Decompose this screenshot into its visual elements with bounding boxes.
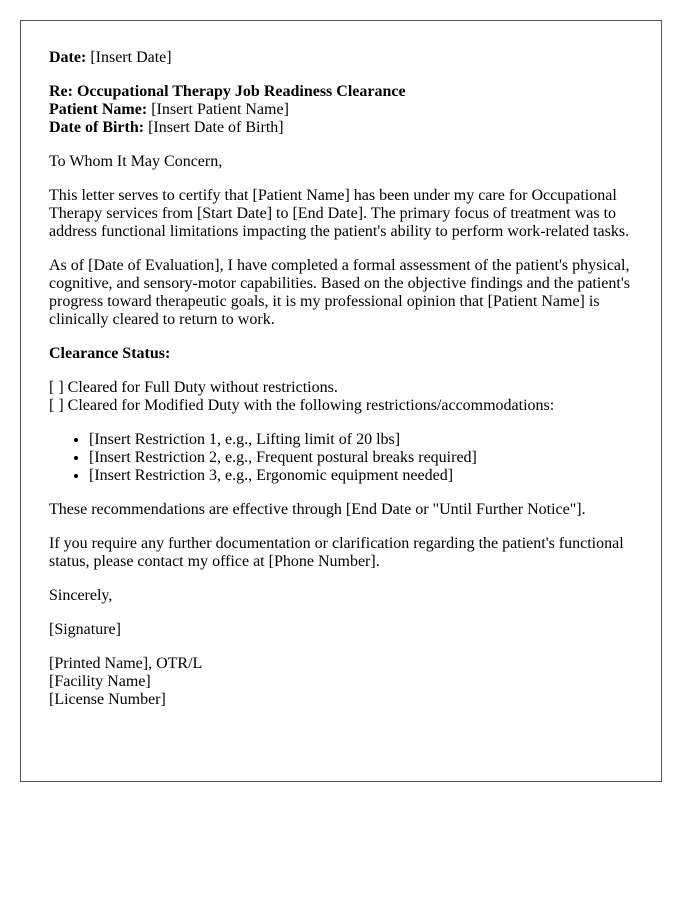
clearance-options (49, 379, 633, 415)
salutation: To Whom It May Concern, (49, 153, 223, 170)
contact-statement: If you require any further documentation or clarification regarding the patient's functional status, please contact my office at [Phone Number]. (49, 535, 624, 570)
paragraph-treatment: This letter serves to certify that [Patient Name] has been under my care for Occupational Therapy services from [Start Date] to [End Date]. The primary focus of treatment was to address functional limitations impacting the patient's ability to perform work-related tasks. (49, 187, 630, 240)
date-line (49, 49, 633, 67)
letter-header (49, 83, 633, 137)
signoff-block (49, 655, 633, 709)
facility-name: [Facility Name] (49, 673, 151, 690)
restriction-item: • [Insert Restriction 2, e.g., Frequent postural breaks required] (89, 449, 633, 467)
clearance-heading (49, 345, 633, 363)
patient-name-label: Patient Name: (49, 101, 148, 118)
option-modified-duty: [ ] Cleared for Modified Duty with the following restrictions/accommodations: (49, 397, 555, 414)
patient-name-value: [Insert Patient Name] (151, 101, 289, 118)
closing: Sincerely, (49, 587, 113, 604)
letter-document (20, 20, 662, 782)
printed-name: [Printed Name], OTR/L (49, 655, 203, 672)
date-value: [Insert Date] (90, 49, 172, 66)
restriction-item: • [Insert Restriction 3, e.g., Ergonomic equipment needed] (89, 467, 633, 485)
dob-value: [Insert Date of Birth] (148, 119, 284, 136)
restriction-item: • [Insert Restriction 1, e.g., Lifting limit of 20 lbs] (89, 431, 633, 449)
paragraph-assessment: As of [Date of Evaluation], I have completed a formal assessment of the patient's physical, cognitive, and sensory-motor capabilities. Based on the objective findings and the patient's progress toward therapeutic goals, it is my professional opinion that [Patient Name] is clinically cleared to return to work. (49, 257, 630, 328)
license-number: [License Number] (49, 691, 166, 708)
effective-statement: These recommendations are effective through [End Date or "Until Further Notice"]. (49, 501, 586, 518)
dob-label: Date of Birth: (49, 119, 145, 136)
subject-line: Re: Occupational Therapy Job Readiness Clearance (49, 83, 406, 100)
date-label: Date: (49, 49, 87, 66)
option-full-duty: [ ] Cleared for Full Duty without restrictions. (49, 379, 338, 396)
clearance-heading-text: Clearance Status: (49, 345, 171, 362)
restrictions-list (49, 431, 633, 485)
signature: [Signature] (49, 621, 121, 638)
